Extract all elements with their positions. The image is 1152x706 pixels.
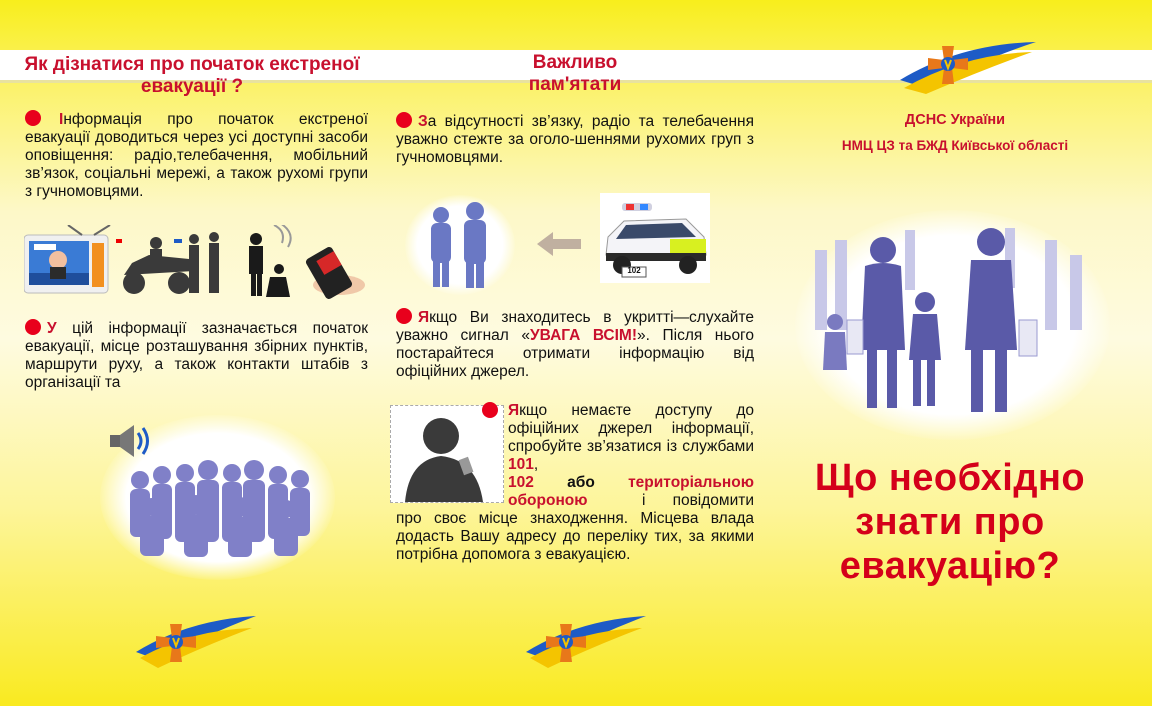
col2-heading <box>470 52 680 96</box>
heading-line: пам'ятати <box>528 74 622 95</box>
paragraph-text: а відсутності зв’язку, радіо та телебачення уважно стежте за оголо-шеннями рухомих груп з гучномовцями. <box>396 113 754 166</box>
org-name: ДСНС України <box>904 112 1006 128</box>
phone-icon <box>305 246 365 300</box>
family-icon <box>823 228 1037 412</box>
dropcap: Я <box>418 309 430 326</box>
dsns-emblem-icon <box>508 612 648 672</box>
crowd-image <box>100 415 335 580</box>
alert-signal-text: УВАГА ВСІМ! <box>530 327 637 344</box>
arrow-left-icon <box>535 230 585 258</box>
col2-paragraph-3 <box>508 402 754 474</box>
family-image <box>795 210 1110 440</box>
car-plate: 102 <box>627 266 641 275</box>
org-subname: НМЦ ЦЗ та БЖД Київської області <box>841 138 1069 153</box>
bullet-dot <box>396 308 412 324</box>
dropcap: У <box>47 320 57 337</box>
paragraph-text: ». Після нього постарайтеся отримати інформацію від офіційних джерел. <box>396 327 754 380</box>
bullet-dot <box>482 402 498 418</box>
paragraph-text: і повідомити про своє місце знаходження. Місцева влада додасть Вашу адресу до переліку тих, за якими потрібна допомога з евакуацією. <box>396 492 754 563</box>
main-title: Що необхідно знати про евакуацію? <box>814 457 1086 587</box>
emergency-number: 101 <box>508 456 534 473</box>
communication-images <box>24 225 369 300</box>
background-crowd-icon <box>815 228 1082 330</box>
speaker-icon <box>110 425 148 457</box>
people-image <box>405 195 515 295</box>
paragraph-text: кщо Ви знаходитесь в укритті—слухайте уважно сигнал « <box>396 309 754 344</box>
col1-paragraph-1 <box>25 110 368 201</box>
police-car-icon <box>600 193 710 283</box>
dsns-emblem-icon <box>890 38 1040 94</box>
crowd-icon <box>130 460 310 557</box>
col2-paragraph-1 <box>396 112 754 167</box>
dsns-emblem-icon <box>118 612 258 672</box>
col2-paragraph-3-end <box>396 492 754 564</box>
bullet-dot <box>25 110 41 126</box>
col2-paragraph-2 <box>396 308 754 381</box>
loudspeaker-person-icon <box>249 225 291 297</box>
paragraph-text: цій інформації зазначається початок евакуації, місце розташування збірних пунктів, маршрути руху, а також контакти штабів з організації та <box>25 320 368 391</box>
paragraph-text: , <box>533 456 539 473</box>
paragraph-text: або <box>533 474 629 491</box>
dropcap: Я <box>508 402 520 419</box>
tv-icon <box>24 225 110 293</box>
territorial-defense-text: територіальною обороною <box>508 474 754 509</box>
heading-line: Важливо <box>532 52 618 73</box>
paragraph-text: кщо немаєте доступу до офіційних джерел інформації, спробуйте зв’язатися із службами <box>508 402 754 455</box>
person-phone-icon <box>390 405 504 503</box>
motorcycle-police-icon <box>116 232 219 294</box>
bullet-dot <box>396 112 412 128</box>
col1-heading: Як дізнатися про початок екстреної евакуації ? <box>24 54 360 97</box>
dropcap: І <box>59 111 64 128</box>
col1-paragraph-2 <box>25 319 368 392</box>
dropcap: З <box>418 113 428 130</box>
emergency-number: 102 <box>508 474 534 491</box>
bullet-dot <box>25 319 41 335</box>
paragraph-text: нформація про початок екстреної евакуації доводиться через усі доступні засоби оповіщення: радіо,телебачення, мобільний зв’язок, соціальні мережі, а також рухомі групи з гучномовцями. <box>25 111 368 200</box>
